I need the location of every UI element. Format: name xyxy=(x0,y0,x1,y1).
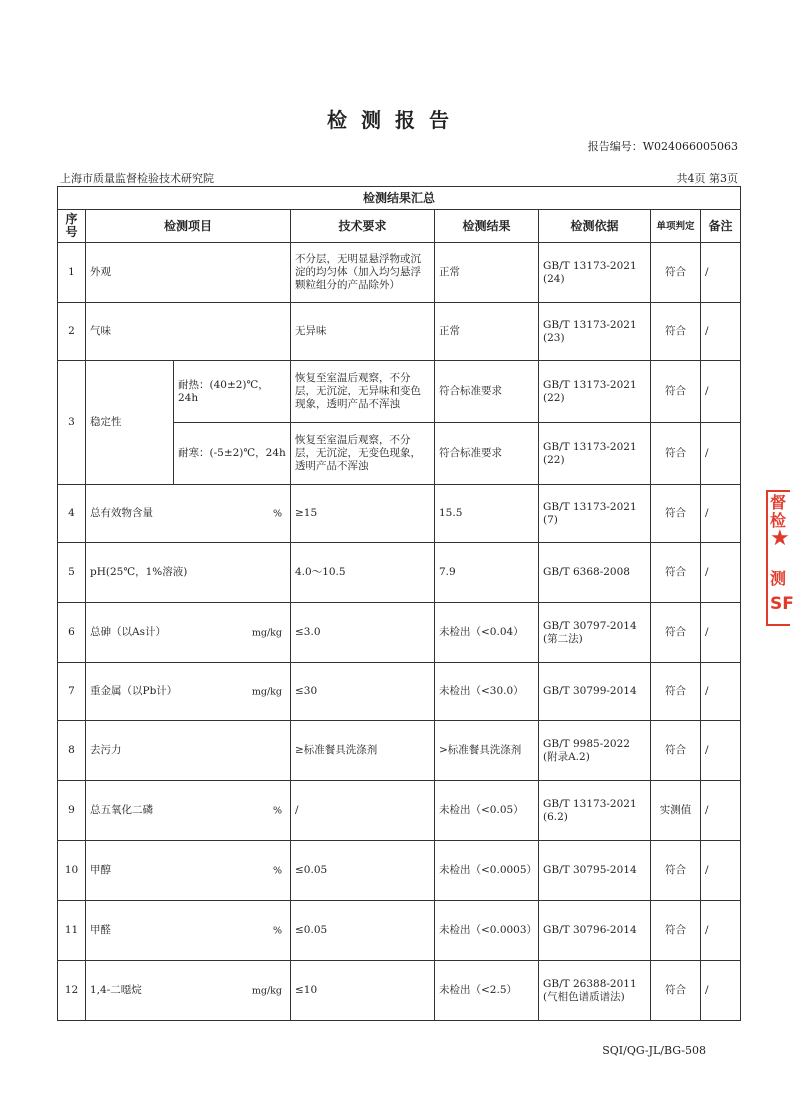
row-number: 2 xyxy=(58,303,86,361)
test-basis: GB/T 13173-2021 (6.2) xyxy=(539,781,651,841)
remark: / xyxy=(701,543,741,603)
row-number: 10 xyxy=(58,841,86,901)
technical-requirement: ≤0.05 xyxy=(291,841,435,901)
technical-requirement: ≤10 xyxy=(291,961,435,1021)
test-result: 15.5 xyxy=(435,485,539,543)
table-row xyxy=(58,303,741,361)
test-item xyxy=(86,485,291,543)
row-number: 8 xyxy=(58,721,86,781)
test-item-name: 去污力 xyxy=(90,744,122,756)
table-row xyxy=(58,603,741,663)
test-item xyxy=(86,841,291,901)
table-body xyxy=(58,243,741,1021)
judgement: 符合 xyxy=(651,663,701,721)
test-result: 未检出（<0.04） xyxy=(435,603,539,663)
row-number: 1 xyxy=(58,243,86,303)
test-result: 符合标准要求 xyxy=(435,423,539,485)
header-no: 序号 xyxy=(58,210,86,243)
table-row xyxy=(58,485,741,543)
table-row xyxy=(58,543,741,603)
test-item-name: 甲醛 xyxy=(90,924,111,936)
header-remark: 备注 xyxy=(701,210,741,243)
judgement: 符合 xyxy=(651,543,701,603)
stamp-text-top: 督检 xyxy=(770,493,787,530)
test-result: 未检出（<0.0003） xyxy=(435,901,539,961)
judgement: 符合 xyxy=(651,423,701,485)
test-item-unit: % xyxy=(272,805,282,816)
test-item-name: 总五氧化二磷 xyxy=(90,804,153,816)
technical-requirement: ≥15 xyxy=(291,485,435,543)
test-item xyxy=(86,663,291,721)
test-basis: GB/T 30796-2014 xyxy=(539,901,651,961)
remark: / xyxy=(701,721,741,781)
test-item-unit: mg/kg xyxy=(251,985,282,996)
test-item-name: 气味 xyxy=(90,325,111,337)
form-code: SQI/QG-JL/BG-508 xyxy=(602,1044,706,1057)
test-basis: GB/T 13173-2021 (22) xyxy=(539,361,651,423)
row-number: 5 xyxy=(58,543,86,603)
table-caption: 检测结果汇总 xyxy=(58,187,741,210)
test-basis: GB/T 9985-2022 (附录A.2) xyxy=(539,721,651,781)
remark: / xyxy=(701,663,741,721)
remark: / xyxy=(701,423,741,485)
test-result: 正常 xyxy=(435,303,539,361)
judgement: 符合 xyxy=(651,603,701,663)
test-basis: GB/T 13173-2021 (22) xyxy=(539,423,651,485)
test-basis: GB/T 26388-2011 (气相色谱质谱法) xyxy=(539,961,651,1021)
test-item-name: 外观 xyxy=(90,266,111,278)
test-item-name: 甲醇 xyxy=(90,864,111,876)
table-row xyxy=(58,721,741,781)
report-number: 报告编号：W024066005063 xyxy=(587,140,738,153)
table-row xyxy=(58,961,741,1021)
row-number: 7 xyxy=(58,663,86,721)
organization-name: 上海市质量监督检验技术研究院 xyxy=(60,172,214,185)
test-basis: GB/T 6368-2008 xyxy=(539,543,651,603)
test-item-unit: % xyxy=(272,508,282,519)
remark: / xyxy=(701,361,741,423)
judgement: 符合 xyxy=(651,485,701,543)
header-judgement: 单项判定 xyxy=(651,210,701,243)
test-item-unit: mg/kg xyxy=(251,627,282,638)
test-result: 7.9 xyxy=(435,543,539,603)
row-number: 3 xyxy=(58,361,86,485)
remark: / xyxy=(701,603,741,663)
judgement: 符合 xyxy=(651,721,701,781)
test-item-unit: % xyxy=(272,925,282,936)
judgement: 符合 xyxy=(651,361,701,423)
test-sub-item: 耐热：(40±2)℃，24h xyxy=(174,361,291,423)
technical-requirement: ≤3.0 xyxy=(291,603,435,663)
remark: / xyxy=(701,243,741,303)
technical-requirement: ≤30 xyxy=(291,663,435,721)
test-result: 未检出（<2.5） xyxy=(435,961,539,1021)
test-item xyxy=(86,603,291,663)
test-item xyxy=(86,961,291,1021)
table-row xyxy=(58,841,741,901)
remark: / xyxy=(701,961,741,1021)
row-number: 4 xyxy=(58,485,86,543)
test-item-name: 总有效物含量 xyxy=(90,507,153,519)
test-basis: GB/T 30799-2014 xyxy=(539,663,651,721)
judgement: 符合 xyxy=(651,961,701,1021)
table-row xyxy=(58,243,741,303)
row-number: 11 xyxy=(58,901,86,961)
table-row xyxy=(58,781,741,841)
judgement: 符合 xyxy=(651,841,701,901)
judgement: 实测值 xyxy=(651,781,701,841)
test-basis: GB/T 13173-2021 (23) xyxy=(539,303,651,361)
test-basis: GB/T 30795-2014 xyxy=(539,841,651,901)
test-item: 稳定性 xyxy=(86,361,174,485)
technical-requirement: 4.0～10.5 xyxy=(291,543,435,603)
test-result: 符合标准要求 xyxy=(435,361,539,423)
header-basis: 检测依据 xyxy=(539,210,651,243)
technical-requirement: 恢复至室温后观察，不分层，无沉淀，无异味和变色现象，透明产品不浑浊 xyxy=(291,361,435,423)
test-result: >标准餐具洗涤剂 xyxy=(435,721,539,781)
test-basis: GB/T 13173-2021 (7) xyxy=(539,485,651,543)
test-result: 未检出（<0.0005） xyxy=(435,841,539,901)
judgement: 符合 xyxy=(651,243,701,303)
header-result: 检测结果 xyxy=(435,210,539,243)
report-title: 检测报告 xyxy=(327,108,463,132)
test-item xyxy=(86,303,291,361)
test-result: 未检出（<0.05） xyxy=(435,781,539,841)
table-row xyxy=(58,361,741,423)
test-item-unit: % xyxy=(272,865,282,876)
test-item xyxy=(86,781,291,841)
row-number: 12 xyxy=(58,961,86,1021)
judgement: 符合 xyxy=(651,303,701,361)
technical-requirement: ≥标准餐具洗涤剂 xyxy=(291,721,435,781)
test-item-unit: mg/kg xyxy=(251,686,282,697)
test-basis: GB/T 13173-2021 (24) xyxy=(539,243,651,303)
technical-requirement: 不分层，无明显悬浮物或沉淀的均匀体（加入均匀悬浮颗粒组分的产品除外） xyxy=(291,243,435,303)
remark: / xyxy=(701,303,741,361)
technical-requirement: 恢复至室温后观察，不分层，无沉淀，无变色现象，透明产品不浑浊 xyxy=(291,423,435,485)
page-indicator: 共4页 第3页 xyxy=(676,172,738,185)
table-row xyxy=(58,901,741,961)
test-item-name: pH(25℃，1%溶液) xyxy=(90,566,188,578)
header-requirement: 技术要求 xyxy=(291,210,435,243)
remark: / xyxy=(701,841,741,901)
row-number: 9 xyxy=(58,781,86,841)
remark: / xyxy=(701,901,741,961)
test-item xyxy=(86,243,291,303)
test-result: 正常 xyxy=(435,243,539,303)
technical-requirement: ≤0.05 xyxy=(291,901,435,961)
stamp-text-middle: 测 xyxy=(770,569,787,588)
test-basis: GB/T 30797-2014 (第二法) xyxy=(539,603,651,663)
judgement: 符合 xyxy=(651,901,701,961)
technical-requirement: / xyxy=(291,781,435,841)
test-item xyxy=(86,721,291,781)
technical-requirement: 无异味 xyxy=(291,303,435,361)
test-sub-item: 耐寒：(-5±2)℃，24h xyxy=(174,423,291,485)
header-item: 检测项目 xyxy=(86,210,291,243)
test-item xyxy=(86,901,291,961)
row-number: 6 xyxy=(58,603,86,663)
test-item-name: 总砷（以As计） xyxy=(90,626,166,638)
table-row xyxy=(58,663,741,721)
stamp-text-bottom: SF xyxy=(770,594,794,614)
test-result: 未检出（<30.0） xyxy=(435,663,539,721)
remark: / xyxy=(701,781,741,841)
remark: / xyxy=(701,485,741,543)
seal-stamp xyxy=(766,490,794,626)
star-icon: ★ xyxy=(770,526,790,551)
test-item-name: 1,4-二噁烷 xyxy=(90,984,142,996)
test-item xyxy=(86,543,291,603)
test-item-name: 重金属（以Pb计） xyxy=(90,685,178,697)
results-table xyxy=(57,186,741,1021)
